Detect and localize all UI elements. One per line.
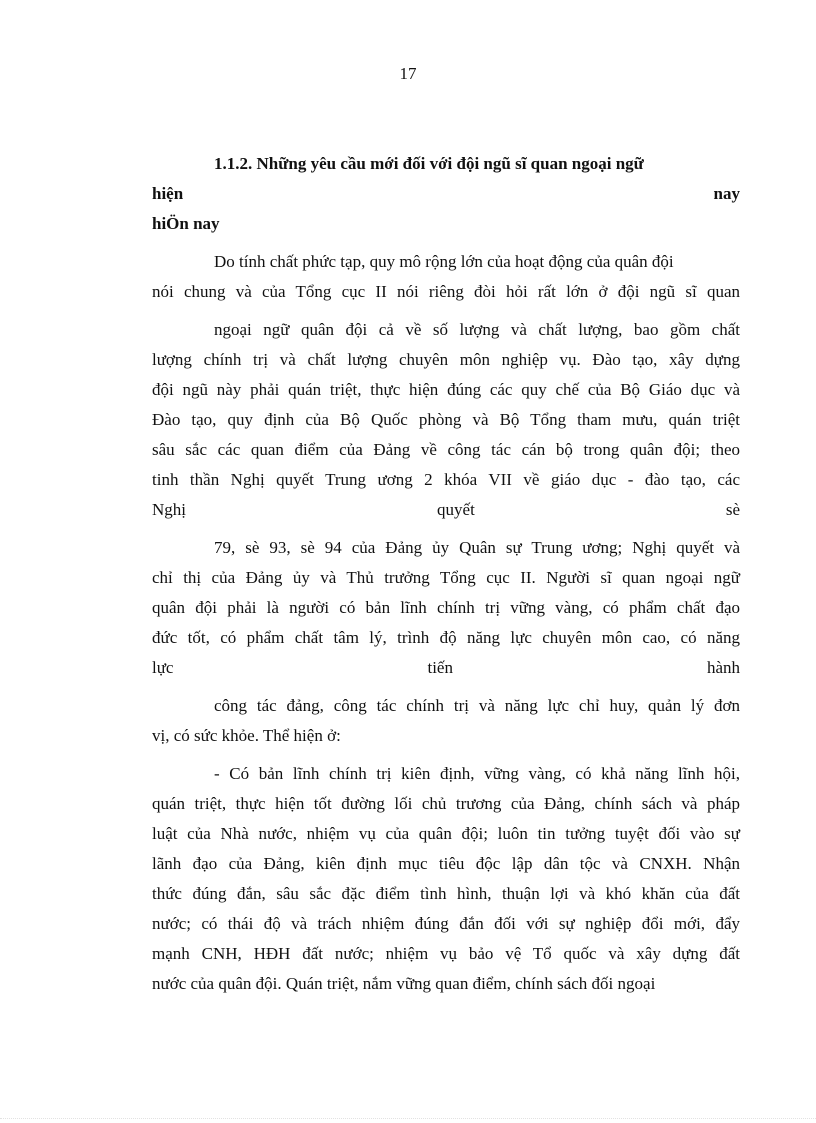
- paragraph-line: Do tính chất phức tạp, quy mô rộng lớn của hoạt động của quân đội: [214, 252, 674, 271]
- paragraph-line: nói chung và của Tổng cục II nói riêng đòi hỏi rất lớn ở đội ngũ sĩ quan: [152, 282, 740, 301]
- section-heading: 1.1.2. Những yêu cầu mới đối với đội ngũ sĩ quan ngoại ngữ: [214, 154, 644, 173]
- paragraph-line: sâu sắc các quan điểm của Đảng về công tác cán bộ trong quân đội; theo: [152, 440, 740, 459]
- paragraph-line: quân đội phải là người có bản lĩnh chính trị vững vàng, có phẩm chất đạo: [152, 598, 740, 617]
- paragraph-line: lượng chính trị và chất lượng chuyên môn nghiệp vụ. Đào tạo, xây dựng: [152, 350, 740, 369]
- paragraph-line: lãnh đạo của Đảng, kiên định mục tiêu độc lập dân tộc và CNXH. Nhận: [152, 854, 740, 873]
- paragraph-line: tinh thần Nghị quyết Trung ương 2 khóa VII về giáo dục - đào tạo, các: [152, 470, 740, 489]
- paragraph-line: Nghị quyết sè: [152, 500, 740, 519]
- paragraph-line: lực tiến hành: [152, 658, 740, 677]
- paragraph-line: chỉ thị của Đảng ủy và Thủ trưởng Tổng cục II. Người sĩ quan ngoại ngữ: [152, 568, 740, 587]
- paragraph-line: công tác đảng, công tác chính trị và năng lực chỉ huy, quản lý đơn: [214, 696, 740, 715]
- paragraph-line: luật của Nhà nước, nhiệm vụ của quân đội; luôn tin tưởng tuyệt đối vào sự: [152, 824, 740, 843]
- section-heading-artifact: hiÖn nay: [152, 214, 220, 233]
- page-number: 17: [399, 64, 417, 83]
- paragraph-line: quán triệt, thực hiện tốt đường lối chủ trương của Đảng, chính sách và pháp: [152, 794, 740, 813]
- paragraph-line: Đào tạo, quy định của Bộ Quốc phòng và Bộ Tổng tham mưu, quán triệt: [152, 410, 740, 429]
- page-edge-divider: [0, 1118, 816, 1119]
- paragraph-line: vị, có sức khỏe. Thể hiện ở:: [152, 726, 341, 745]
- paragraph-line: nước; có thái độ và trách nhiệm đúng đắn đối với sự nghiệp đổi mới, đẩy: [152, 914, 740, 933]
- paragraph-line: ngoại ngữ quân đội cả về số lượng và chất lượng, bao gồm chất: [214, 320, 740, 339]
- paragraph-line: đội ngũ này phải quán triệt, thực hiện đúng các quy chế của Bộ Giáo dục và: [152, 380, 740, 399]
- paragraph-line: đức tốt, có phẩm chất tâm lý, trình độ năng lực chuyên môn cao, có năng: [152, 628, 740, 647]
- paragraph-line: 79, sè 93, sè 94 của Đảng ủy Quân sự Trung ương; Nghị quyết và: [214, 538, 740, 557]
- paragraph-line: nước của quân đội. Quán triệt, nắm vững quan điểm, chính sách đối ngoại: [152, 974, 656, 993]
- paragraph-line: mạnh CNH, HĐH đất nước; nhiệm vụ bảo vệ Tổ quốc và xây dựng đất: [152, 944, 740, 963]
- paragraph-line: - Có bản lĩnh chính trị kiên định, vững vàng, có khả năng lĩnh hội,: [214, 764, 740, 783]
- section-heading-continuation: hiện nay: [152, 184, 740, 203]
- paragraph-line: thức đúng đắn, sâu sắc đặc điểm tình hình, thuận lợi và khó khăn của đất: [152, 884, 740, 903]
